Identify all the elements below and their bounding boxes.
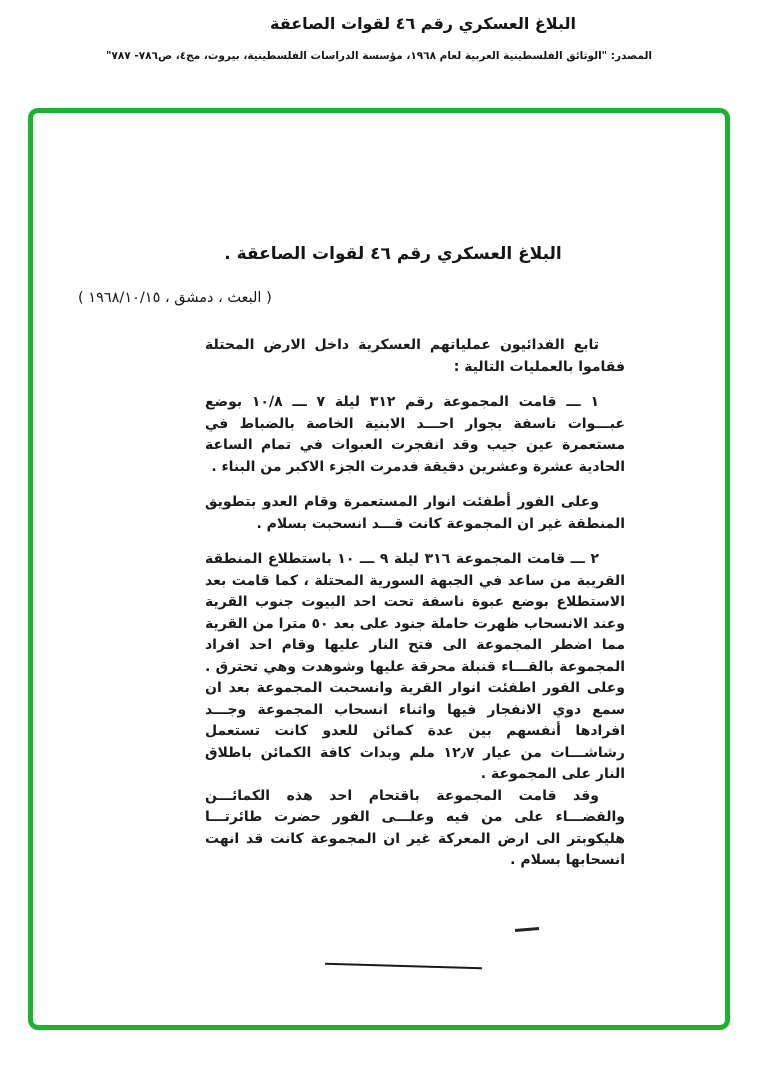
paragraph-operation-1: ١ ـــ قامت المجموعة رقم ٣١٢ ليلة ٧ ـــ ١٠/٨ بوضع عبـــوات ناسفة بجوار احـــد الابنية الخاصة بالضباط في مستعمرة عين جيب وقد انفجرت العبوات في تمام الساعة الحادية عشرة وعشرين دقيقة فدمرت الجزء الاكبر من البناء . <box>205 394 625 475</box>
document-heading: البلاغ العسكري رقم ٤٦ لقوات الصاعقة . <box>224 244 562 264</box>
end-dash-mark <box>515 927 539 932</box>
document-frame <box>28 108 730 1030</box>
page-title: البلاغ العسكري رقم ٤٦ لقوات الصاعقة <box>270 14 576 33</box>
document-dateline: ( البعث ، دمشق ، ١٩٦٨/١٠/١٥ ) <box>78 290 272 306</box>
document-body <box>205 335 625 886</box>
paragraph-operation-2-result: وقد قامت المجموعة باقتحام احد هذه الكمائـــن والقضـــاء على من فيه وعلـــى الفور حضرت طائرتـــا هليكوبتر الى ارض المعركة غير ان المجموعة كانت قد انهت انسحابها بسلام . <box>205 787 625 868</box>
paragraph-operation-1-result: وعلى الفور أطفئت انوار المستعمرة وقام العدو بتطويق المنطقة غير ان المجموعة كانت قـــد انسحبت بسلام . <box>205 494 625 532</box>
paragraph-operation-2: ٢ ـــ قامت المجموعة ٣١٦ ليلة ٩ ـــ ١٠ باستطلاع المنطقة القريبة من ساعد في الجبهة السورية المحتلة ، كما قامت بعد الاستطلاع بوضع عبوة ناسفة تحت احد البيوت جنوب القرية وعند الانسحاب ظهرت حاملة جنود على بعد ٥٠ مترا من القرية مما اضطر المجموعة الى فتح النار عليها وقام احد افراد المجموعة بالقـــاء قنبلة محرقة عليها وشوهدت وهي تحترق . وعلى الفور اطفئت انوار القرية وانسحبت المجموعة بعد ان سمع دوي الانفجار فيها واثناء انسحاب المجموعة وجـــد افرادها أنفسهم بين عدة كمائن للعدو كانت تستعمل رشاشـــات من عيار ١٢٫٧ ملم وبدات كافة الكمائن باطلاق النار على المجموعة . <box>205 551 625 782</box>
footer-separator-line <box>325 963 482 969</box>
source-citation: المصدر: "الوثائق الفلسطينية العربية لعام ١٩٦٨، مؤسسة الدراسات الفلسطينية، بيروت، مج٤، ص٧٨٦- ٧٨٧" <box>105 50 653 62</box>
paragraph-intro: تابع الفدائيون عملياتهم العسكرية داخل الارض المحتلة فقاموا بالعمليات التالية : <box>205 337 625 375</box>
